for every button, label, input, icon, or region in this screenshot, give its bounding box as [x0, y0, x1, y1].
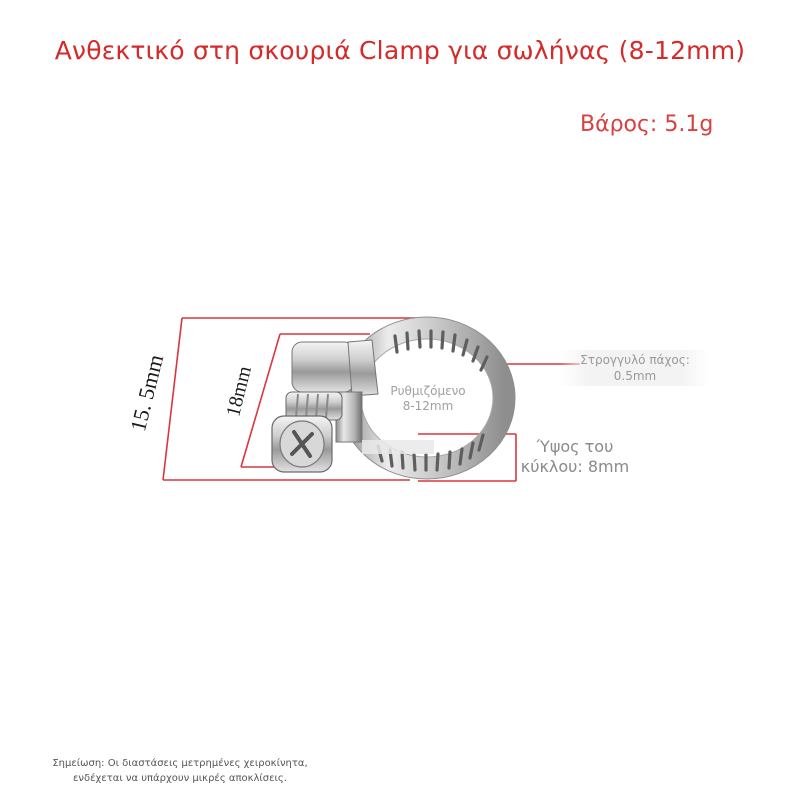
outer-dimension-label: 15. 5mm	[125, 351, 169, 434]
note-line2: ενδέχεται να υπάρχουν μικρές αποκλίσεις.	[73, 773, 287, 784]
page-title: Ανθεκτικό στη σκουριά Clamp για σωλήνας (8-12mm)	[54, 36, 746, 65]
weight-label: Βάρος: 5.1g	[580, 112, 714, 137]
inner-dimension-label: 18mm	[222, 363, 256, 419]
screw	[272, 392, 342, 472]
stamp-area	[362, 440, 434, 454]
note-line1: Σημείωση: Οι διαστάσεις μετρημένες χειροκίνητα,	[52, 758, 308, 769]
adjustable-range-annotation	[378, 384, 478, 414]
height-annotation	[510, 437, 640, 477]
thickness-label-line2: 0.5mm	[613, 369, 657, 383]
height-label-line2: κύκλου: 8mm	[520, 457, 630, 476]
adjust-label-line2: 8-12mm	[402, 399, 454, 413]
thickness-annotation	[560, 350, 710, 386]
height-label-line1: Ύψος του	[536, 437, 614, 456]
disclaimer-note	[30, 756, 330, 786]
thickness-label-line1: Στρογγυλό πάχος:	[580, 353, 690, 367]
adjust-label-line1: Ρυθμιζόμενο	[390, 384, 466, 398]
